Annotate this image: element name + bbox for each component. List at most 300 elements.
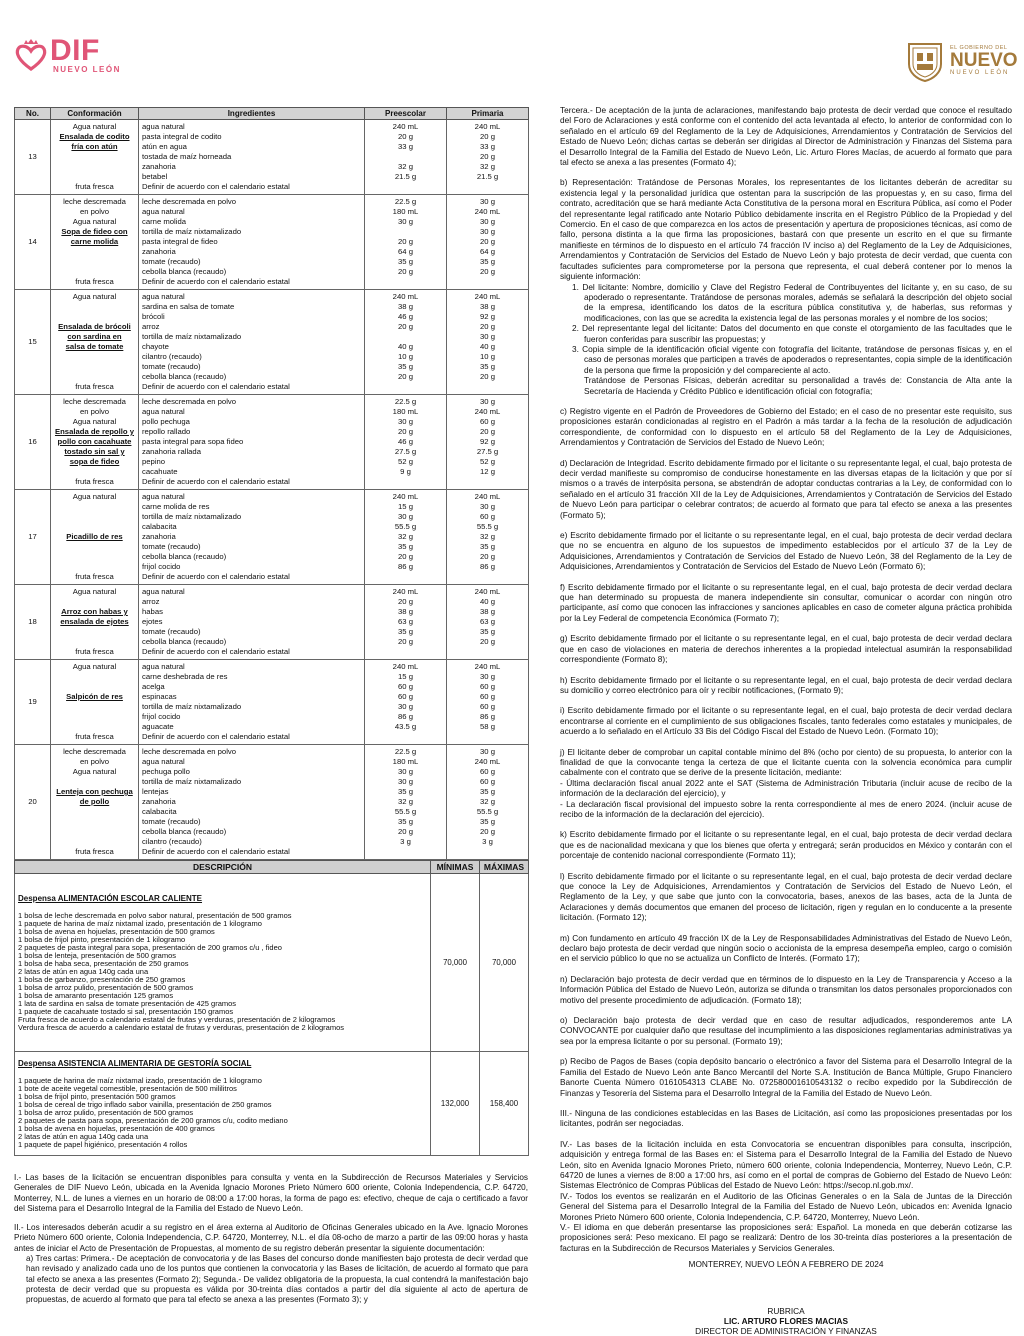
dish-name: Lenteja con pechuga: [56, 787, 133, 796]
primaria-amount: [449, 477, 526, 487]
ingredient-line: zanahoria: [142, 797, 176, 806]
primaria-amount: 240 mL: [474, 122, 501, 131]
despensa-item: 2 latas de atún en agua 140g cada una: [18, 966, 149, 976]
dish-name: ensalada de ejotes: [60, 617, 129, 626]
ingredient-line: agua natural: [142, 407, 185, 416]
preescolar-amount: 63 g: [398, 617, 413, 626]
menu-preescolar: [365, 195, 447, 290]
primaria-amount: 32 g: [480, 532, 495, 541]
ingredient-line: zanahoria: [142, 162, 176, 171]
primaria-amount: 60 g: [480, 692, 495, 701]
ingredient-line: tortilla de maíz nixtamalizado: [142, 227, 242, 236]
preescolar-amount: [367, 152, 444, 162]
menu-ingredientes: [139, 660, 365, 745]
header-ingredientes: Ingredientes: [139, 108, 365, 120]
preescolar-amount: 30 g: [398, 767, 413, 776]
preescolar-amount: 35 g: [398, 362, 413, 371]
ingredient-line: brócoli: [142, 312, 165, 321]
primaria-amount: 60 g: [480, 417, 495, 426]
preescolar-amount: 20 g: [398, 237, 413, 246]
preescolar-amount: 22.5 g: [394, 397, 417, 406]
paragraph-o: o) Declaración bajo protesta de decir verdad que en caso de resultar adjudicados, responderemos ante LA CONVOCANTE por cualquier daño que resultase del incumplimiento a las disposiciones reglamentarias administrativas ya sea por la empresa licitante o por su personal. (Formato 19);: [560, 1015, 1012, 1046]
despensa-item: 1 bote de aceite vegetal comestible, presentación de 500 mililitros: [18, 1083, 237, 1093]
menu-preescolar: [365, 585, 447, 660]
preescolar-amount: 35 g: [398, 627, 413, 636]
menu-table: [14, 107, 529, 860]
conformacion-line: [53, 302, 136, 312]
ingredient-line: Definir de acuerdo con el calendario estatal: [142, 477, 290, 486]
primaria-amount: 30 g: [480, 502, 495, 511]
dif-title: DIF: [50, 34, 100, 67]
paragraph-n: n) Declaración bajo protesta de decir verdad que en términos de lo dispuesto en la Ley de Transparencia y Acceso a la Información Pública del Estado de Nuevo León, autoriza se difunda o transmitan los datos personales proporcionados con motivo del presente procedimiento de adjudicación. (Formato 18);: [560, 973, 1012, 1005]
page-header: [0, 0, 1024, 100]
primaria-amount: 35 g: [480, 817, 495, 826]
despensa-item: 1 bolsa de frijol pinto, presentación de 1 kilogramo: [18, 934, 186, 944]
ingredient-line: frijol cocido: [142, 712, 181, 721]
primaria-amount: 30 g: [480, 197, 495, 206]
primaria-amount: 35 g: [480, 627, 495, 636]
dish-name: Sopa de fideo con: [61, 227, 128, 236]
primaria-amount: 20 g: [480, 372, 495, 381]
despensa-item: 1 bolsa de haba seca, presentación de 250 gramos: [18, 958, 189, 968]
menu-conformacion: [51, 745, 139, 860]
conformacion-line: [53, 807, 136, 817]
preescolar-amount: 38 g: [398, 302, 413, 311]
menu-row: [15, 745, 529, 860]
preescolar-amount: [367, 227, 444, 237]
paragraph-iv-1: IV.- Las bases de la licitación incluida en esta Convocatoria se encuentran disponibles para consulta, inscripción, adquisición y entrega formal de las Bases en: el Sistema para el Desarrollo Integral de la Familia del Estado de Nuevo León, sito en Avenida Ignacio Morones Prieto, número 600 oriente, colonia Independencia, Monterrey, Nuevo León, C.P. 64720 de lunes a viernes de 8:00 a 17:00 hrs, así como en el portal de compras de Gobierno del Estado de Nuevo León: Sistemas Electrónico de Compras Públicas del Estado de Nuevo León: https://secop.nl.gob.mx/.: [560, 1138, 1012, 1191]
signer-position: DIRECTOR DE ADMINISTRACIÓN Y FINANZAS: [695, 1325, 877, 1336]
preescolar-amount: 20 g: [398, 552, 413, 561]
ingredient-line: arroz: [142, 597, 160, 606]
despensa-item: 1 bolsa de arroz pulido, presentación de 500 gramos: [18, 1107, 194, 1117]
preescolar-amount: 22.5 g: [394, 197, 417, 206]
primaria-amount: 86 g: [480, 712, 495, 721]
ingredient-line: agua natural: [142, 757, 185, 766]
dish-name: Arroz con habas y: [61, 607, 128, 616]
menu-conformacion: [51, 120, 139, 195]
paragraph-j: j) El licitante deber de comprobar un capital contable mínimo del 8% (ocho por ciento) de su propuesta, lo anterior con la finalidad de que la convocante tenga la certeza de que el licitante cuenta con la solvencia económica para cumplir cabalmente con el contrato que se derive de la presente licitación, mediante:: [560, 746, 1012, 778]
conformacion-line: fruta fresca: [75, 277, 114, 286]
preescolar-amount: 21.5 g: [394, 172, 417, 181]
despensa-item: 1 bolsa de amaranto presentación 125 gramos: [18, 990, 174, 1000]
despensa-item: 1 paquete de harina de maíz nixtamal izado, presentación de 1 kilogramo: [18, 918, 262, 928]
paragraph-b4: Tratándose de Personas Físicas, deberán acreditar su personalidad a través de: Constancia de Alta ante la Secretaría de Hacienda y Crédito Público e identificación oficial con fotografía;: [584, 375, 1012, 396]
paragraph-f: f) Escrito debidamente firmado por el licitante o su representante legal, en el cual, bajo protesta de decir verdad declara que han determinado su propuesta de manera independiente sin consultar, comunicar o acordar con ningún otro participante, así como que conocen las infracciones y sanciones aplicables en caso de cometer alguna práctica prohibida por la Ley Federal de competencia Económica (Formato 7);: [560, 581, 1012, 623]
ingredient-line: pechuga pollo: [142, 767, 190, 776]
preescolar-amount: 35 g: [398, 787, 413, 796]
dish-name: Ensalada de codito: [59, 132, 130, 141]
preescolar-amount: 38 g: [398, 607, 413, 616]
primaria-amount: 60 g: [480, 767, 495, 776]
despensa-row-2: [15, 1052, 529, 1156]
preescolar-amount: 46 g: [398, 312, 413, 321]
despensa-item: 1 bolsa de garbanzo, presentación de 250 gramos: [18, 974, 186, 984]
conformacion-line: Agua natural: [72, 292, 117, 301]
conformacion-line: [53, 312, 136, 322]
despensa-item: 1 bolsa de avena en hojuelas, presentación de 400 gramos: [18, 1123, 215, 1133]
preescolar-amount: [367, 847, 444, 857]
primaria-amount: 38 g: [480, 607, 495, 616]
header-conformacion: Conformación: [51, 108, 139, 120]
primaria-amount: 92 g: [480, 312, 495, 321]
ingredient-line: cebolla blanca (recaudo): [142, 372, 227, 381]
despensa-table: [14, 860, 529, 1156]
conformacion-line: fruta fresca: [75, 382, 114, 391]
preescolar-amount: [367, 382, 444, 392]
paragraph-l: l) Escrito debidamente firmado por el licitante o su representante legal, en el cual, bajo protesta de decir verdad declare que conoce la Ley de Adquisiciones, Arrendamientos y Contratación de Servicios del Estado de Nuevo León, el Reglamento de la Ley, y que sabe que junto con la convocatoria, bases, anexos de las bases, acta de la Junta de Aclaraciones y demás documentos que emanen del proceso de licitación, rigen y regulan en lo conducente a la presente licitación. (Formato 12);: [560, 870, 1012, 923]
menu-conformacion: [51, 585, 139, 660]
menu-conformacion: [51, 195, 139, 290]
preescolar-amount: 240 mL: [392, 292, 419, 301]
conformacion-line: [53, 562, 136, 572]
preescolar-amount: 3 g: [400, 837, 411, 846]
dish-name: con sardina en: [67, 332, 122, 341]
conformacion-line: [53, 542, 136, 552]
preescolar-amount: 43.5 g: [394, 722, 417, 731]
primaria-amount: 20 g: [480, 827, 495, 836]
paragraph-ii: II.- Los interesados deberán acudir a su registro en el área externa al Auditorio de Oficinas Generales ubicado en la Ave. Ignacio Morones Prieto Número 600 oriente, Colonia Independencia, C.P. 64720, Monterrey, N.L. el día 08-ocho de marzo a partir de las 09:00 horas y hasta antes de iniciar el Acto de Presentación de Propuestas, al momento de su registro deberán presentar la siguiente documentación:: [14, 1223, 528, 1253]
preescolar-amount: 22.5 g: [394, 747, 417, 756]
despensa-item: 1 paquete de harina de maíz nixtamal izado, presentación de 1 kilogramo: [18, 1075, 262, 1085]
conformacion-line: Agua natural: [72, 217, 117, 226]
primaria-amount: [449, 572, 526, 582]
ingredient-line: tomate (recaudo): [142, 627, 201, 636]
ingredient-line: chayote: [142, 342, 169, 351]
conformacion-line: [53, 512, 136, 522]
menu-ingredientes: [139, 585, 365, 660]
ingredient-line: tostada de maíz horneada: [142, 152, 232, 161]
ingredient-line: atún en agua: [142, 142, 187, 151]
conformacion-line: Agua natural: [72, 492, 117, 501]
menu-primaria: [447, 490, 529, 585]
preescolar-amount: 52 g: [398, 457, 413, 466]
conformacion-line: [53, 152, 136, 162]
conformacion-line: [53, 722, 136, 732]
despensa-2-title: Despensa ASISTENCIA ALIMENTARIA DE GESTORÍA SOCIAL: [18, 1058, 252, 1068]
preescolar-amount: 240 mL: [392, 662, 419, 671]
menu-primaria: [447, 290, 529, 395]
signer-name: LIC. ARTURO FLORES MACIAS: [723, 1315, 849, 1326]
primaria-amount: 10 g: [480, 352, 495, 361]
primaria-amount: 86 g: [480, 562, 495, 571]
preescolar-amount: 30 g: [398, 777, 413, 786]
conformacion-line: Agua natural: [72, 767, 117, 776]
paragraph-c: c) Registro vigente en el Padrón de Proveedores de Gobierno del Estado; en el caso de no presentar este requisito, sus proposiciones estarán condicionadas al registro en el Padrón a más tardar a la fecha de la resolución de adjudicación correspondiente, de conformidad con lo dispuesto en el artículo 58 del Reglamento de la Ley de Adquisiciones, Arrendamientos y Contratación de Servicios del Estado de Nuevo León;: [560, 405, 1012, 448]
ingredient-line: aguacate: [142, 722, 174, 731]
preescolar-amount: 27.5 g: [394, 447, 417, 456]
preescolar-amount: 60 g: [398, 692, 413, 701]
despensa-1-max: 70,000: [480, 874, 529, 1052]
paragraph-p: p) Recibo de Pagos de Bases (copia depósito bancario o electrónico a favor del Sistema para el Desarrollo Integral de la Familia del Estado de Nuevo León ante Banco Mercantil del Norte S.A. Institución de Banca Múltiple, Grupo Financiero Banorte Cuenta Número 0161054313 CLABE No. 072580001610543132 o recibo expedido por la Subdirección de Finanzas y Tesorería del Sistema para el Desarrollo Integral de la Familia del Estado de Nuevo León.: [560, 1056, 1012, 1098]
menu-conformacion: [51, 395, 139, 490]
preescolar-amount: 60 g: [398, 682, 413, 691]
ingredient-line: acelga: [142, 682, 165, 691]
dif-subtitle: NUEVO LEÓN: [53, 65, 121, 74]
paragraph-b: b) Representación: Tratándose de Personas Morales, los representantes de los licitantes deberán de acreditar su existencia legal y la personalidad jurídica que ostentan para la suscripción de las propuestas y, en su caso, firma del contrato, acreditación que se hará mediante Acta Constitutiva de la persona moral en Escritura Pública, así como el Poder del representante legal ratificado ante Notario Público debidamente inscrita en el Registro Público de la Propiedad y del Comercio. En el caso de que comparezca en los actos de presentación y apertura de proposiciones técnicas, así como de fallo, persona distinta a la que firma las proposiciones, bastará con que presente un escrito en el que su firmante manifieste en términos de lo dispuesto en el artículo 74 fracción IV inciso a) del Reglamento de la Ley de Adquisiciones, Arrendamientos y Contratación de Servicios del Estado de Nuevo León y bajo protesta de decir verdad, que cuenta con facultades suficientes para comprometerse por la persona que representa, el cual deberá contener por lo menos la siguiente información:: [560, 177, 1012, 282]
conformacion-line: [53, 267, 136, 277]
preescolar-amount: 46 g: [398, 437, 413, 446]
primaria-amount: [449, 847, 526, 857]
menu-ingredientes: [139, 120, 365, 195]
menu-preescolar: [365, 120, 447, 195]
primaria-amount: 92 g: [480, 437, 495, 446]
ingredient-line: agua natural: [142, 587, 185, 596]
despensa-item: Verdura fresca de acuerdo a calendario estatal de frutas y verduras, presentación de 2 kilogramos: [18, 1022, 345, 1032]
primaria-amount: 38 g: [480, 302, 495, 311]
ingredient-line: lentejas: [142, 787, 169, 796]
ingredient-line: tomate (recaudo): [142, 542, 201, 551]
ingredient-line: frijol cocido: [142, 562, 181, 571]
preescolar-amount: 32 g: [398, 162, 413, 171]
conformacion-line: [53, 682, 136, 692]
primaria-amount: 20 g: [480, 132, 495, 141]
dish-name: pollo con cacahuate: [57, 437, 132, 446]
preescolar-amount: 180 mL: [392, 757, 419, 766]
conformacion-line: [53, 467, 136, 477]
conformacion-line: [53, 827, 136, 837]
paragraph-tercera: Tercera.- De aceptación de la junta de aclaraciones, manifestando bajo protesta de decir verdad que conoce el resultado del Foro de Aclaraciones y está conforme con el contenido del acta levantada al efecto, lo anterior de conformidad con lo señalado en el artículo 69 del Reglamento de la Ley de Adquisiciones, Arrendamientos y Contratación de Servicios del Estado de Nuevo León; dichas cartas se deberán ser dirigidas al Director de Administración y Finanzas del Sistema para el Desarrollo Integral de la Familia del Estado de Nuevo León, Lic. Arturo Flores Macías, de acuerdo al formato que para tal efecto se anexa a las presentes (Formato 4);: [560, 105, 1012, 168]
despensa-item: 2 paquetes de pasta para sopa, presentación de 200 gramos c/u, codito mediano: [18, 1115, 288, 1125]
primaria-amount: 12 g: [480, 467, 495, 476]
menu-ingredientes: [139, 395, 365, 490]
primaria-amount: 35 g: [480, 257, 495, 266]
dish-name: fría con atún: [71, 142, 118, 151]
paragraph-iii: III.- Ninguna de las condiciones establecidas en las Bases de Licitación, así como las proposiciones presentadas por los licitantes, podrán ser negociadas.: [560, 1107, 1012, 1129]
dish-name: Picadillo de res: [66, 532, 123, 541]
ingredient-line: sardina en salsa de tomate: [142, 302, 235, 311]
despensa-2-list: [18, 1077, 427, 1149]
conformacion-line: [53, 502, 136, 512]
primaria-amount: 60 g: [480, 682, 495, 691]
menu-primaria: [447, 395, 529, 490]
dish-name: salsa de tomate: [65, 342, 124, 351]
heart-crown-icon: [14, 38, 48, 72]
conformacion-line: fruta fresca: [75, 572, 114, 581]
preescolar-amount: [367, 332, 444, 342]
primaria-amount: [449, 277, 526, 287]
gobierno-logo: [906, 40, 1018, 82]
primaria-amount: 32 g: [480, 797, 495, 806]
conformacion-line: [53, 817, 136, 827]
conformacion-line: [53, 837, 136, 847]
preescolar-amount: [367, 732, 444, 742]
menu-row: [15, 290, 529, 395]
preescolar-amount: 20 g: [398, 322, 413, 331]
conformacion-line: [53, 777, 136, 787]
primaria-amount: 30 g: [480, 397, 495, 406]
ingredient-line: cebolla blanca (recaudo): [142, 827, 227, 836]
ingredient-line: cacahuate: [142, 467, 178, 476]
header-primaria: Primaria: [447, 108, 529, 120]
despensa-2-max: 158,400: [480, 1052, 529, 1156]
despensa-row-1: [15, 874, 529, 1052]
ingredient-line: cilantro (recaudo): [142, 837, 202, 846]
conformacion-line: fruta fresca: [75, 182, 114, 191]
conformacion-line: [53, 257, 136, 267]
menu-primaria: [447, 585, 529, 660]
preescolar-amount: 20 g: [398, 267, 413, 276]
conformacion-line: leche descremada: [63, 397, 126, 406]
primaria-amount: 27.5 g: [476, 447, 499, 456]
conformacion-line: en polvo: [79, 757, 110, 766]
ingredient-line: tomate (recaudo): [142, 817, 201, 826]
gobierno-small-text: EL GOBIERNO DEL: [950, 44, 1008, 51]
menu-number: 13: [15, 120, 51, 195]
menu-preescolar: [365, 490, 447, 585]
gobierno-title: NUEVO: [950, 50, 1018, 72]
despensa-item: Fruta fresca de acuerdo a calendario estatal de frutas y verduras, presentación de 2 kilogramos: [18, 1014, 336, 1024]
conformacion-line: [53, 172, 136, 182]
menu-row: [15, 395, 529, 490]
ingredient-line: tortilla de maíz nixtamalizado: [142, 332, 242, 341]
ingredient-line: espinacas: [142, 692, 177, 701]
preescolar-amount: [367, 182, 444, 192]
ingredient-line: agua natural: [142, 122, 185, 131]
preescolar-amount: 33 g: [398, 142, 413, 151]
conformacion-line: fruta fresca: [75, 647, 114, 656]
paragraph-b1: 1. Del licitante: Nombre, domicilio y Clave del Registro Federal de Contribuyentes del licitante y, en su caso, de su apoderado o representante. Tratándose de personas morales, además se señalará la descripción del objeto social de la empresa, identificando los datos de la escritura pública constitutiva y, de haberlas, sus reformas y modificaciones, con las que se acredita la existencia legal de las personas morales y el nombre de los socios;: [572, 281, 1012, 323]
preescolar-amount: 35 g: [398, 817, 413, 826]
menu-number: 20: [15, 745, 51, 860]
preescolar-amount: 30 g: [398, 512, 413, 521]
despensa-item: 1 paquete de papel higiénico, presentación 4 rollos: [18, 1139, 188, 1149]
menu-conformacion: [51, 290, 139, 395]
dif-logo: [14, 36, 121, 74]
menu-conformacion: [51, 490, 139, 585]
primaria-amount: 30 g: [480, 672, 495, 681]
paragraph-k: k) Escrito debidamente firmado por el licitante o su representante legal, en el cual, bajo protesta de decir verdad declara que es de nacionalidad mexicana y que los bienes que oferta y entregará; serán producidos en México y contarán con el porcentaje de contenido nacional correspondiente (Formato 11);: [560, 829, 1012, 861]
menu-preescolar: [365, 290, 447, 395]
preescolar-amount: [367, 277, 444, 287]
primaria-amount: 240 mL: [474, 757, 501, 766]
preescolar-amount: 240 mL: [392, 122, 419, 131]
menu-preescolar: [365, 660, 447, 745]
preescolar-amount: 55.5 g: [394, 522, 417, 531]
header-minimas: MÍNIMAS: [431, 861, 480, 874]
dish-name: Salpicón de res: [66, 692, 123, 701]
preescolar-amount: 32 g: [398, 797, 413, 806]
ingredient-line: Definir de acuerdo con el calendario estatal: [142, 647, 290, 656]
preescolar-amount: 64 g: [398, 247, 413, 256]
ingredient-line: pollo pechuga: [142, 417, 190, 426]
menu-number: 15: [15, 290, 51, 395]
conformacion-line: [53, 372, 136, 382]
paragraph-e: e) Escrito debidamente firmado por el licitante o su representante legal, en el cual, bajo protesta de decir verdad declara que no se encuentra en alguno de los supuestos de impedimento establecidos por el artículo 37 de la Ley de Adquisiciones, Arrendamientos y Contratación de Servicios del Estado de Nuevo León, 38 del Reglamento de la Ley de Adquisiciones, Arrendamientos y Contratación de Servicios del Estado de Nuevo León (Formato 6);: [560, 530, 1012, 572]
ingredient-line: zanahoria: [142, 532, 176, 541]
despensa-item: 1 bolsa de cereal de trigo inflado sabor vainilla, presentación de 250 gramos: [18, 1099, 272, 1109]
primaria-amount: [449, 647, 526, 657]
preescolar-amount: [367, 572, 444, 582]
despensa-2-min: 132,000: [431, 1052, 480, 1156]
conformacion-line: Agua natural: [72, 122, 117, 131]
primaria-amount: 20 g: [480, 552, 495, 561]
conformacion-line: en polvo: [79, 207, 110, 216]
primaria-amount: 30 g: [480, 217, 495, 226]
preescolar-amount: 180 mL: [392, 407, 419, 416]
despensa-item: 1 bolsa de lenteja, presentación de 500 gramos: [18, 950, 177, 960]
preescolar-amount: 9 g: [400, 467, 411, 476]
preescolar-amount: 32 g: [398, 532, 413, 541]
preescolar-amount: 15 g: [398, 502, 413, 511]
ingredient-line: agua natural: [142, 207, 185, 216]
conformacion-line: fruta fresca: [75, 477, 114, 486]
menu-row: [15, 490, 529, 585]
ingredient-line: pasta integral para sopa fideo: [142, 437, 244, 446]
gobierno-subtitle: NUEVO LEÓN: [950, 70, 1010, 77]
primaria-amount: 32 g: [480, 162, 495, 171]
ingredient-line: cebolla blanca (recaudo): [142, 637, 227, 646]
preescolar-amount: 30 g: [398, 417, 413, 426]
preescolar-amount: 20 g: [398, 427, 413, 436]
paragraph-ii-a: a) Tres cartas: Primera.- De aceptación de convocatoria y de las Bases del concurso donde manifiesten bajo protesta de decir verdad que han revisado y analizado cada uno de los puntos que contienen la convocatoria y las Bases de licitación, de acuerdo al formato que para tal efecto se anexa a las presentes (Formato 2); Segunda.- De validez obligatoria de la propuesta, la cual contendrá la manifestación bajo protesta de decir verdad que su propuesta es válida por 30-treinta días contados a partir del día siguiente al acto de apertura de propuestas, de acuerdo al formato que para tal efecto se anexa a las presentes (Formato 3); y: [26, 1254, 528, 1305]
ingredient-line: Definir de acuerdo con el calendario estatal: [142, 182, 290, 191]
ingredient-line: arroz: [142, 322, 160, 331]
ingredient-line: agua natural: [142, 492, 185, 501]
paragraph-j2: - La declaración fiscal provisional del impuesto sobre la renta correspondiente al mes de enero 2024. (incluir acuse de recibo de la información de la declaración del ejercicio).: [560, 798, 1012, 819]
ingredient-line: calabacita: [142, 807, 177, 816]
primaria-amount: 240 mL: [474, 662, 501, 671]
despensa-item: 2 paquetes de pasta integral para sopa, presentación de 200 gramos c/u , fideo: [18, 942, 282, 952]
primaria-amount: 30 g: [480, 332, 495, 341]
despensa-1-min: 70,000: [431, 874, 480, 1052]
signature-block: [560, 1306, 1012, 1336]
menu-number: 17: [15, 490, 51, 585]
conformacion-line: [53, 352, 136, 362]
ingredient-line: tortilla de maíz nixtamalizado: [142, 702, 242, 711]
primaria-amount: 52 g: [480, 457, 495, 466]
preescolar-amount: 86 g: [398, 562, 413, 571]
despensa-2-cell: [15, 1052, 431, 1156]
rubrica-label: RUBRICA: [767, 1305, 805, 1316]
primaria-amount: 20 g: [480, 427, 495, 436]
ingredient-line: leche descremada en polvo: [142, 197, 237, 206]
preescolar-amount: 40 g: [398, 342, 413, 351]
ingredient-line: Definir de acuerdo con el calendario estatal: [142, 847, 290, 856]
preescolar-amount: 20 g: [398, 132, 413, 141]
conformacion-line: leche descremada: [63, 197, 126, 206]
ingredient-line: habas: [142, 607, 163, 616]
conformacion-line: [53, 712, 136, 722]
dish-name: tostado sin sal y: [64, 447, 125, 456]
despensa-item: 1 lata de sardina en salsa de tomate presentación de 425 gramos: [18, 998, 237, 1008]
ingredient-line: cebolla blanca (recaudo): [142, 267, 227, 276]
menu-body: [15, 120, 529, 860]
primaria-amount: 63 g: [480, 617, 495, 626]
primaria-amount: 55.5 g: [476, 807, 499, 816]
header-maximas: MÁXIMAS: [480, 861, 529, 874]
despensa-item: 1 paquete de cacahuate tostado si sal, presentación 150 gramos: [18, 1006, 234, 1016]
ingredient-line: betabel: [142, 172, 168, 181]
preescolar-amount: [367, 647, 444, 657]
preescolar-amount: [367, 477, 444, 487]
preescolar-amount: 86 g: [398, 712, 413, 721]
menu-number: 14: [15, 195, 51, 290]
paragraph-b2: 2. Del representante legal del licitante: Datos del documento en que conste el otorgamiento de las facultades que le fueron conferidas para suscribir las propuestas; y: [572, 323, 1012, 344]
conformacion-line: Agua natural: [72, 417, 117, 426]
menu-row: [15, 195, 529, 290]
dish-name: sopa de fideo: [69, 457, 120, 466]
conformacion-line: [53, 627, 136, 637]
conformacion-line: [53, 552, 136, 562]
primaria-amount: 30 g: [480, 747, 495, 756]
right-column: [560, 105, 1012, 1336]
paragraph-v: V.- El idioma en que deberán presentarse las proposiciones será: Español. La moneda en que deberán cotizarse las proposiciones será: Peso mexicano. El pago se realizará: Dentro de los 30-treinta días posteriores a la presentación de facturas en la Subdirección de Recursos Materiales y Servicios Generales.: [560, 1221, 1012, 1253]
paragraph-i: I.- Las bases de la licitación se encuentran disponibles para consulta y venta en la Subdirección de Recursos Materiales y Servicios Generales de DIF Nuevo León, ubicada en la Avenida Ignacio Morones Prieto Número 600 oriente, Colonia Independencia, C.P. 64720, Monterrey, N.L. de lunes a viernes en un horario de 08:00 a 17:00 horas, la forma de pago es: efectivo, cheque de caja o certificado a favor del Sistema para el Desarrollo Integral de la Familia del Estado de Nuevo León.: [14, 1173, 528, 1213]
ingredient-line: calabacita: [142, 522, 177, 531]
primaria-amount: 20 g: [480, 322, 495, 331]
menu-row: [15, 660, 529, 745]
